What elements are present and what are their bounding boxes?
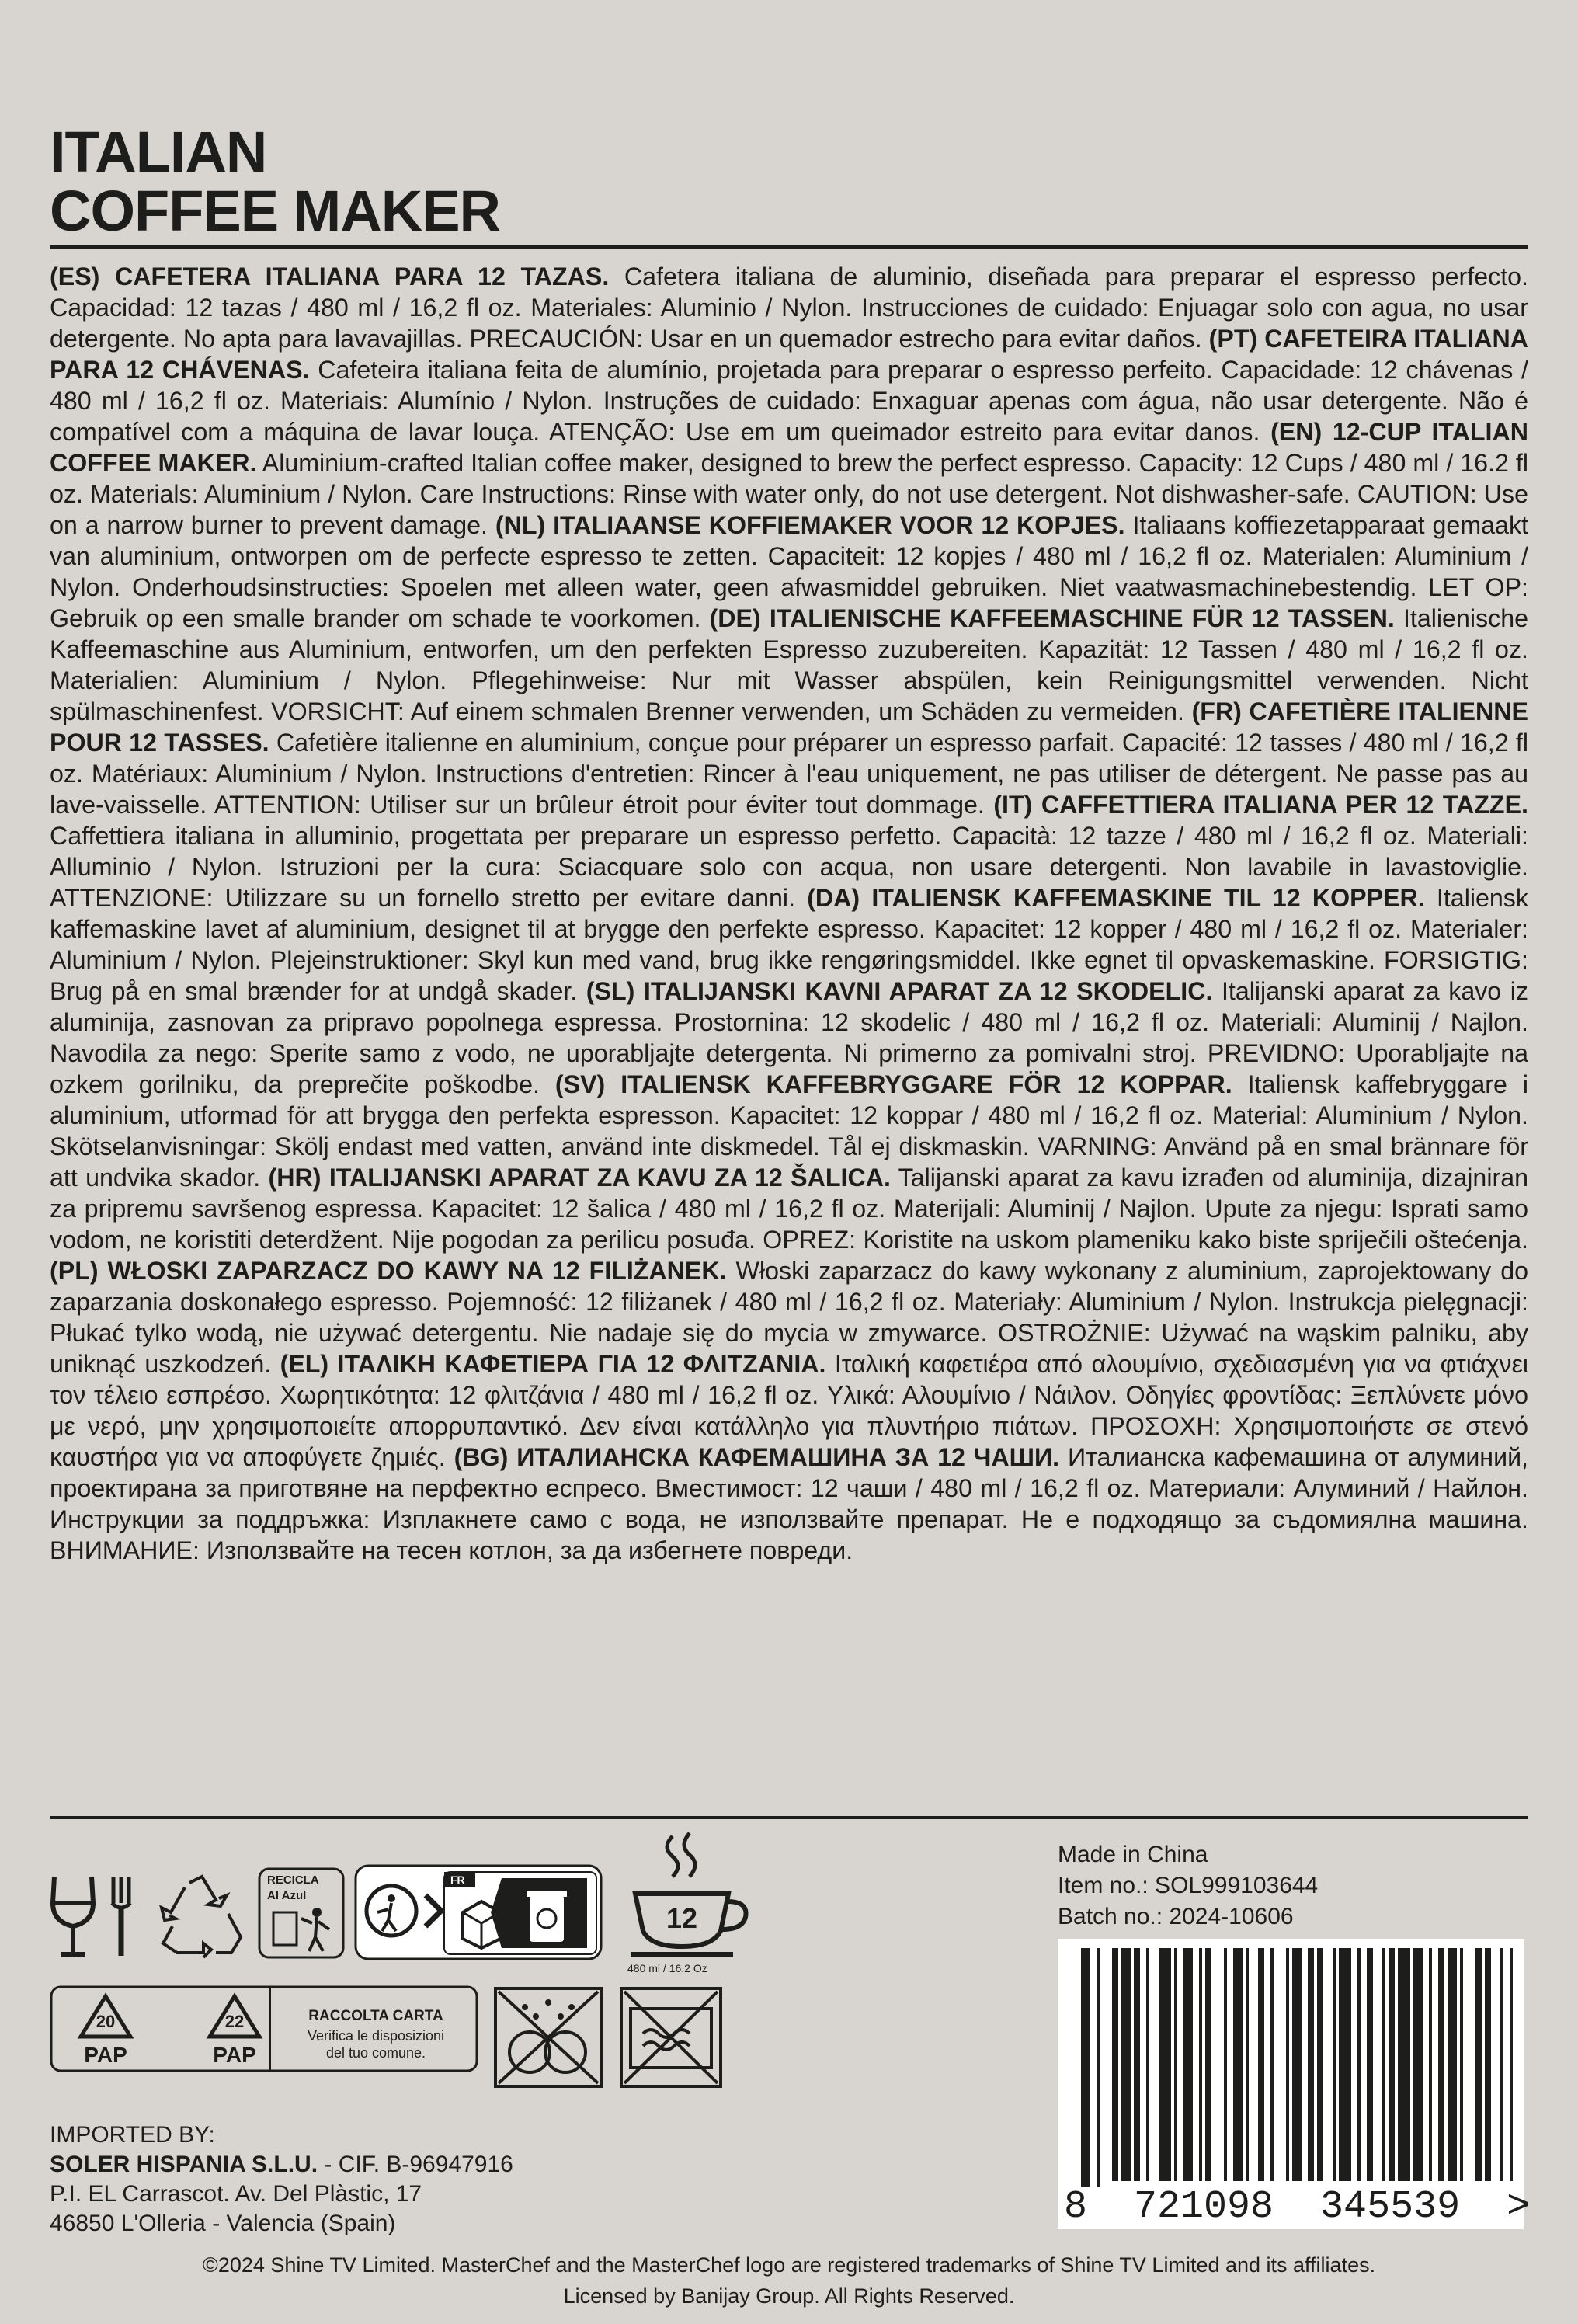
barcode-bar bbox=[1475, 1948, 1482, 2181]
importer-cif: - CIF. B-96947916 bbox=[318, 2152, 513, 2177]
barcode-bar bbox=[1246, 1948, 1249, 2181]
instruction-heading: (HR) ITALIJANSKI APARAT ZA KAVU ZA 12 ŠALICA. bbox=[268, 1164, 891, 1192]
barcode-bar bbox=[1460, 1948, 1463, 2181]
top-divider bbox=[50, 245, 1528, 249]
instruction-heading: (BG) ИТАЛИАНСКА КАФЕМАШИНА ЗА 12 ЧАШИ. bbox=[454, 1443, 1060, 1471]
recycle-icon bbox=[154, 1872, 250, 1959]
barcode-bar bbox=[1097, 1948, 1100, 2187]
cup-capacity-icon bbox=[627, 1830, 752, 1974]
instruction-heading: (FR) CAFETIÈRE ITALIENNE POUR 12 TASSES. bbox=[50, 698, 1528, 757]
barcode-bar bbox=[1382, 1948, 1385, 2181]
instruction-heading: (EL) ΙΤΑΛΙΚΗ ΚΑΦΕΤΙΕΡΑ ΓΙΑ 12 ΦΛΙΤΖΑΝΙΑ. bbox=[280, 1350, 826, 1378]
instruction-text: Italijanski aparat za kavo iz aluminija, zasnovan za pripravo popolnega espressa. Prostornina: 12 skodelic / 480 ml / 16,2 fl oz. Materiali: Aluminij / Najlon. Navodila za nego: Sperite samo z vodo, ne uporabljajte detergenta. Ni primerno za pomivalni stroj. PREVIDNO: Uporabljajte na ozkem gorilniku, da preprečite poškodbe. bbox=[50, 977, 1528, 1098]
title-line-2: COFFEE MAKER bbox=[50, 179, 500, 243]
barcode-bar bbox=[1357, 1948, 1361, 2181]
barcode-bar bbox=[1258, 1948, 1264, 2181]
instruction-text: Cafetière italienne en aluminium, conçue pour préparer un espresso parfait. Capacité: 12 tasses / 480 ml / 16,2 fl oz. Matériaux: Aluminium / Nylon. Instructions d'entretien: Rincer à l'eau uniquement, ne pas utiliser de détergent. Ne passe pas au lave-vaisselle. ATTENTION: Utiliser sur un brûleur étroit pour éviter tout dommage. bbox=[50, 729, 1528, 819]
legal-line-1: ©2024 Shine TV Limited. MasterChef and the MasterChef logo are registered trademarks of Shine TV Limited and its affiliates. bbox=[202, 2253, 1376, 2277]
barcode bbox=[1058, 1939, 1531, 2229]
pap-20-number: 20 bbox=[96, 2012, 116, 2031]
pap-20-label: PAP bbox=[84, 2043, 127, 2067]
raccolta-line2: del tuo comune. bbox=[325, 2045, 426, 2061]
barcode-bar bbox=[1174, 1948, 1177, 2181]
barcode-bar bbox=[1317, 1948, 1323, 2181]
raccolta-line1: Verifica le disposizioni bbox=[307, 2028, 445, 2044]
instruction-text: Cafeteira italiana feita de alumínio, projetada para preparar o espresso perfeito. Capacidade: 12 chávenas / 480 ml / 16,2 fl oz. Materiais: Alumínio / Nylon. Instruções de cuidado: Enxaguar apenas com água, não usar detergente. Não é compatível com a máquina de lavar louça. ATENÇÃO: Use em um queimador estreito para evitar danos. bbox=[50, 356, 1528, 446]
paper-recycling-panel bbox=[50, 1985, 478, 2072]
raccolta-title: RACCOLTA CARTA bbox=[308, 2008, 443, 2024]
product-info bbox=[1058, 1839, 1318, 1933]
instruction-text: Talijanski aparat za kavu izrađen od aluminija, dizajniran za pripremu savršenog espressa. Kapacitet: 12 šalica / 480 ml / 16,2 fl oz. Materijali: Aluminij / Najlon. Upute za njegu: Isprati samo vodom, ne koristiti deterdžent. Nije pogodan za perilicu posuđa. OPREZ: Koristite na uskom plameniku kako biste spriječili oštećenja. bbox=[50, 1164, 1529, 1254]
made-in-text: Made in China bbox=[1058, 1842, 1208, 1867]
barcode-bar bbox=[1333, 1948, 1336, 2181]
barcode-bar bbox=[1308, 1948, 1314, 2181]
cup-capacity-caption: 480 ml / 16.2 Oz bbox=[627, 1962, 707, 1974]
instruction-text: Italiaans koffiezetapparaat gemaakt van aluminium, ontworpen om de perfecte espresso te zetten. Capaciteit: 12 kopjes / 480 ml / 16,2 fl oz. Materialen: Aluminium / Nylon. Onderhoudsinstructies: Spoelen met alleen water, geen afwasmiddel gebruiken. Niet vaatwasmachinebestendig. LET OP: Gebruik op een smalle brander om schade te voorkomen. bbox=[50, 511, 1528, 632]
barcode-bar bbox=[1146, 1948, 1149, 2181]
instruction-text: Italiensk kaffebryggare i aluminium, utformad för att brygga den perfekta espresson. Kapacitet: 12 koppar / 480 ml / 16,2 fl oz. Material: Aluminium / Nylon. Skötselanvisningar: Skölj endast med vatten, använd inte diskmedel. Tål ej diskmaskin. VARNING: Använd på en smal brännare för att undvika skador. bbox=[50, 1070, 1528, 1192]
barcode-bar bbox=[1121, 1948, 1131, 2181]
importer-address-2: 46850 L'Olleria - Valencia (Spain) bbox=[50, 2211, 396, 2236]
instruction-text: Włoski zaparzacz do kawy wykonany z aluminium, zaprojektowany do zaparzania doskonałego espresso. Pojemność: 12 filiżanek / 480 ml / 16,2 fl oz. Materiały: Aluminium / Nylon. Instrukcja pielęgnacji: Płukać tylko wodą, nie używać detergentu. Nie nadaje się do mycia w zmywarce. OSTROŻNIE: Używać na wąskim palniku, aby uniknąć uszkodzeń. bbox=[50, 1257, 1529, 1378]
barcode-bar bbox=[1134, 1948, 1140, 2181]
legal-notice bbox=[0, 2249, 1578, 2312]
barcode-bar bbox=[1199, 1948, 1202, 2181]
importer-address-1: P.I. EL Carrascot. Av. Del Plàstic, 17 bbox=[50, 2181, 422, 2207]
instruction-heading: (EN) 12-CUP ITALIAN COFFEE MAKER. bbox=[50, 418, 1528, 477]
multilingual-instructions bbox=[50, 261, 1528, 1566]
instruction-heading: (DE) ITALIENISCHE KAFFEEMASCHINE FÜR 12 TASSEN. bbox=[709, 604, 1395, 632]
barcode-bar bbox=[1292, 1948, 1302, 2181]
triman-info-icon bbox=[354, 1864, 603, 1960]
instruction-heading: (DA) ITALIENSK KAFFEMASKINE TIL 12 KOPPER. bbox=[807, 884, 1425, 912]
instruction-text: Италианска кафемашина от алуминий, проектирана за приготвяне на перфектно еспресо. Вместимост: 12 чаши / 480 ml / 16,2 fl oz. Материали: Алуминий / Найлон. Инструкции за поддръжка: Изплакнете само с вода, не използвайте препарат. Не е подходящо за съдомиялна машина. ВНИМАНИЕ: Използвайте на тесен котлон, за да избегнете повреди. bbox=[50, 1443, 1528, 1564]
instruction-text: Caffettiera italiana in alluminio, progettata per preparare un espresso perfetto. Capacità: 12 tazze / 480 ml / 16,2 fl oz. Materiali: Alluminio / Nylon. Istruzioni per la cura: Sciacquare solo con acqua, non usare detergenti. Non lavabile in lavastoviglie. ATTENZIONE: Utilizzare su un fornello stretto per evitare danni. bbox=[50, 822, 1528, 912]
instruction-text: Cafetera italiana de aluminio, diseñada para preparar el espresso perfecto. Capacidad: 12 tazas / 480 ml / 16,2 fl oz. Materiales: Aluminio / Nylon. Instrucciones de cuidado: Enjuagar solo con agua, no usar detergente. No apta para lavavajillas. PRECAUCIÓN: Usar en un quemador estrecho para evitar daños. bbox=[50, 263, 1528, 353]
barcode-bar bbox=[1389, 1948, 1395, 2181]
instruction-text: Ιταλική καφετιέρα από αλουμίνιο, σχεδιασμένη για να φτιάχνει τον τέλειο εσπρέσο. Χωρητικότητα: 12 φλιτζάνια / 480 ml / 16,2 fl oz. Υλικά: Αλουμίνιο / Νάιλον. Οδηγίες φροντίδας: Ξεπλύνετε μόνο με νερό, μην χρησιμοποιείτε απορρυπαντικό. Δεν είναι κατάλληλο για πλυντήριο πιάτων. ΠΡΟΣΟΧΗ: Χρησιμοποιήστε σε στενό καυστήρα για να αποφύγετε ζημιές. bbox=[50, 1350, 1529, 1471]
instruction-heading: (ES) CAFETERA ITALIANA PARA 12 TAZAS. bbox=[50, 263, 610, 290]
barcode-bar bbox=[1485, 1948, 1491, 2181]
barcode-bar bbox=[1448, 1948, 1457, 2181]
importer-heading: IMPORTED BY: bbox=[50, 2122, 215, 2148]
barcode-bar bbox=[1429, 1948, 1432, 2181]
importer-company: SOLER HISPANIA S.L.U. bbox=[50, 2152, 318, 2177]
barcode-bar bbox=[1339, 1948, 1351, 2181]
title-line-1: ITALIAN bbox=[50, 120, 267, 184]
instruction-text: Aluminium-crafted Italian coffee maker, designed to brew the perfect espresso. Capacity: 12 Cups / 480 ml / 16.2 fl oz. Materials: Aluminium / Nylon. Care Instructions: Rinse with water only, do not use detergent. Not dishwasher-safe. CAUTION: Use on a narrow burner to prevent damage. bbox=[50, 449, 1528, 539]
barcode-bar bbox=[1112, 1948, 1118, 2181]
cup-number: 12 bbox=[666, 1902, 698, 1934]
middle-divider bbox=[50, 1816, 1528, 1819]
batch-number: Batch no.: 2024-10606 bbox=[1058, 1904, 1294, 1929]
instruction-text: Italienische Kaffeemaschine aus Aluminium, entworfen, um den perfekten Espresso zuzubereiten. Kapazität: 12 Tassen / 480 ml / 16,2 fl oz. Materialien: Aluminium / Nylon. Pflegehinweise: Nur mit Wasser abspülen, kein Reinigungsmittel verwenden. Nicht spülmaschinenfest. VORSICHT: Auf einem schmalen Brenner verwenden, um Schäden zu vermeiden. bbox=[50, 604, 1528, 725]
not-dishwasher-safe-icon bbox=[494, 1987, 603, 2088]
barcode-bar bbox=[1205, 1948, 1211, 2181]
triman-fr-label: FR bbox=[450, 1873, 465, 1886]
instruction-heading: (PL) WŁOSKI ZAPARZACZ DO KAWY NA 12 FILIŻANEK. bbox=[50, 1257, 727, 1285]
recicla-sub-label: Al Azul bbox=[267, 1889, 307, 1902]
barcode-digits: 8 721098 345539 > bbox=[1064, 2185, 1531, 2229]
not-microwave-safe-icon bbox=[620, 1987, 722, 2088]
barcode-bars bbox=[1058, 1939, 1524, 2187]
barcode-bar bbox=[1413, 1948, 1423, 2181]
barcode-bar bbox=[1367, 1948, 1373, 2181]
importer-block bbox=[50, 2120, 513, 2239]
instruction-heading: (SV) ITALIENSK KAFFEBRYGGARE FÖR 12 KOPPAR. bbox=[554, 1070, 1232, 1098]
product-title bbox=[50, 120, 500, 243]
instruction-heading: (PT) CAFETEIRA ITALIANA PARA 12 CHÁVENAS. bbox=[50, 325, 1528, 384]
barcode-bar bbox=[1270, 1948, 1274, 2181]
instruction-text: Italiensk kaffemaskine lavet af aluminium, designet til at brygge den perfekte espresso. Kapacitet: 12 kopper / 480 ml / 16,2 fl oz. Materialer: Aluminium / Nylon. Plejeinstruktioner: Skyl kun med vand, brug ikke rengøringsmiddel. Ikke egnet til opvaskemaskine. FORSIGTIG: Brug på en smal brænder for at undgå skader. bbox=[50, 884, 1528, 1005]
recicla-azul-icon bbox=[258, 1867, 345, 1959]
recicla-label: RECICLA bbox=[267, 1873, 319, 1887]
barcode-bar bbox=[1081, 1948, 1090, 2187]
barcode-bar bbox=[1184, 1948, 1193, 2181]
pap-22-label: PAP bbox=[213, 2043, 256, 2067]
barcode-bar bbox=[1224, 1948, 1227, 2181]
pap-22-number: 22 bbox=[224, 2012, 245, 2031]
barcode-bar bbox=[1510, 1948, 1513, 2181]
barcode-bar bbox=[1500, 1948, 1503, 2181]
barcode-bar bbox=[1233, 1948, 1243, 2181]
legal-line-2: Licensed by Banijay Group. All Rights Reserved. bbox=[563, 2284, 1015, 2308]
barcode-bar bbox=[1286, 1948, 1289, 2181]
item-number: Item no.: SOL999103644 bbox=[1058, 1873, 1319, 1898]
instruction-heading: (NL) ITALIAANSE KOFFIEMAKER VOOR 12 KOPJES. bbox=[495, 511, 1125, 539]
food-contact-icon bbox=[50, 1872, 141, 1959]
instruction-heading: (SL) ITALIJANSKI KAVNI APARAT ZA 12 SKODELIC. bbox=[586, 977, 1213, 1005]
barcode-bar bbox=[1398, 1948, 1410, 2181]
barcode-bar bbox=[1159, 1948, 1171, 2181]
barcode-bar bbox=[1438, 1948, 1444, 2181]
instruction-heading: (IT) CAFFETTIERA ITALIANA PER 12 TAZZE. bbox=[993, 791, 1528, 819]
